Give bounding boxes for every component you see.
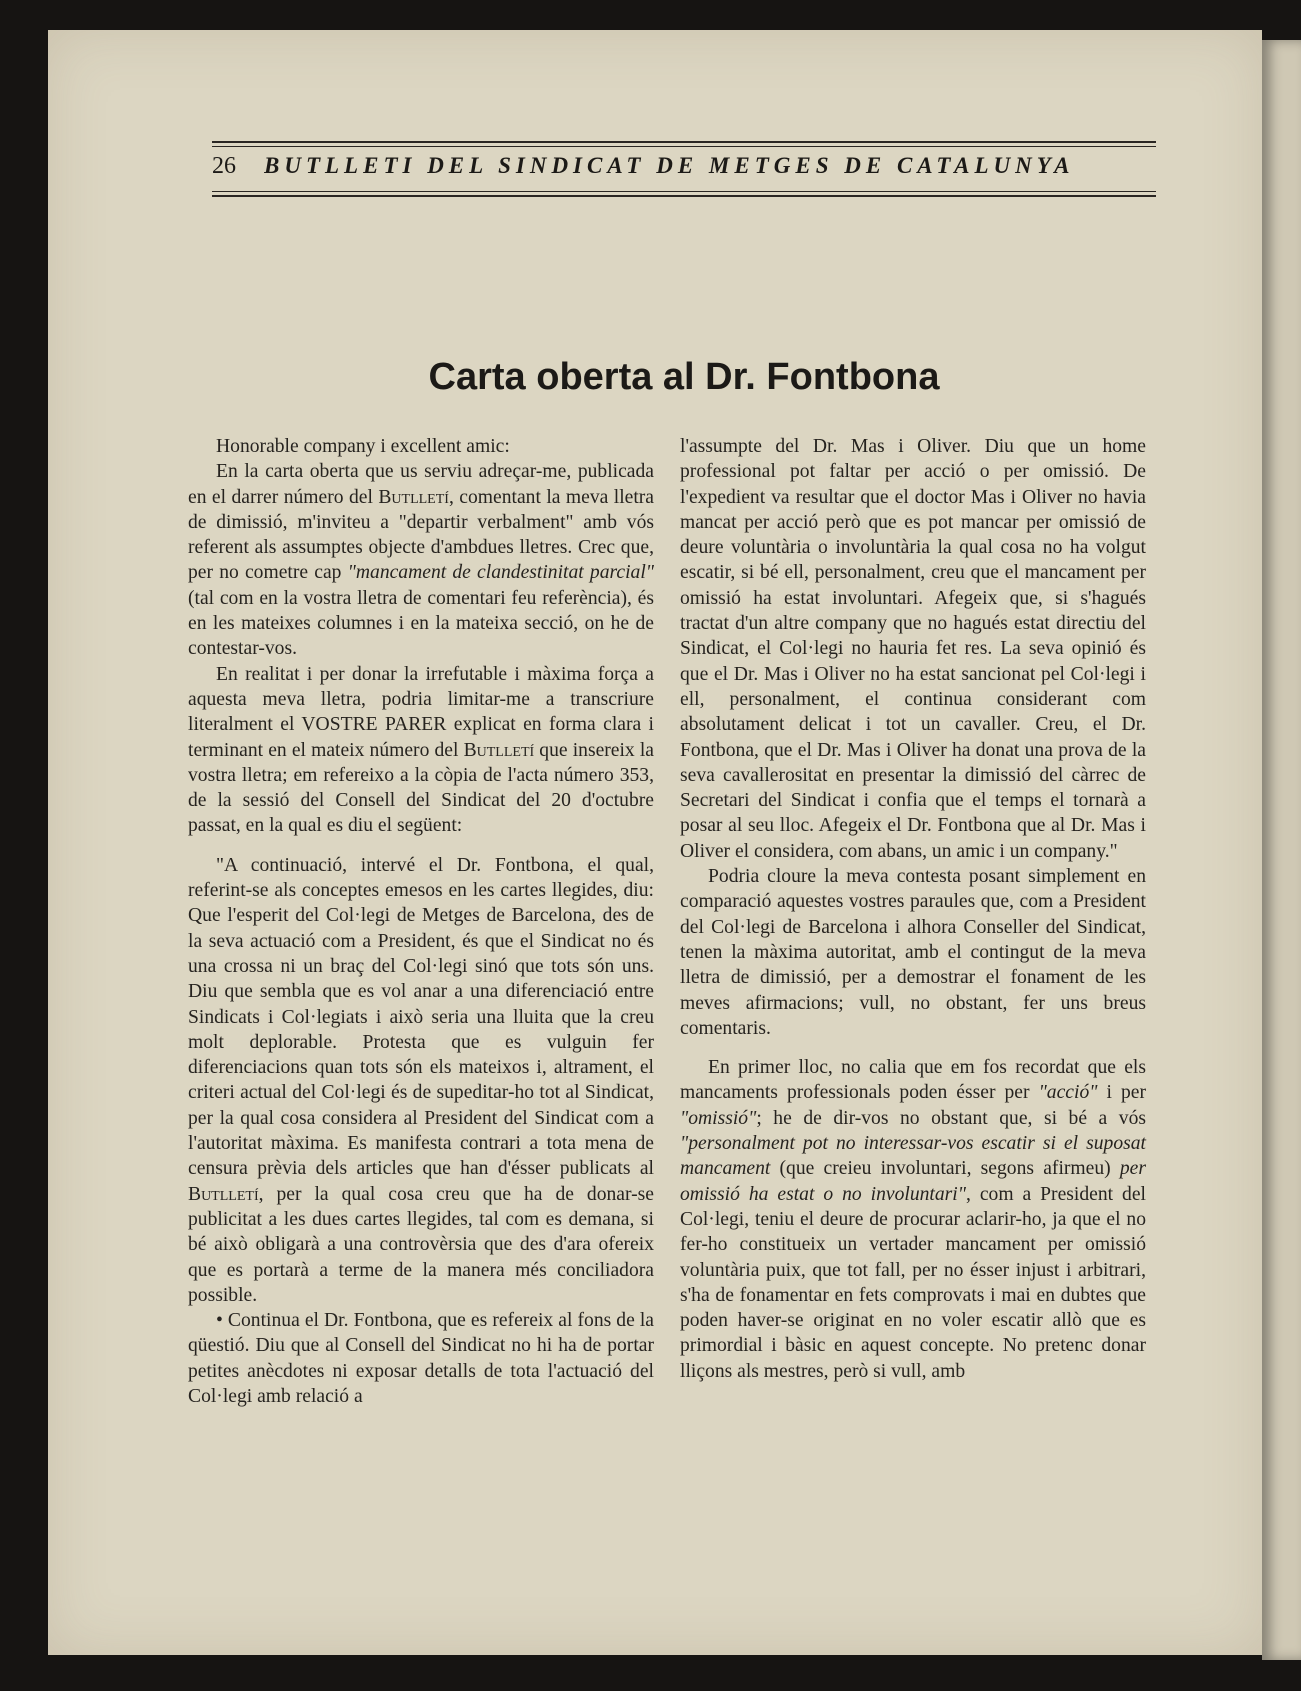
quoted-minutes: "A continuació, intervé el Dr. Fontbona, el qual, referint-se als conceptes emesos en les cartes llegides, diu: Que l'esperit del Col·legi de Metges de Barcelona, des de la seva actuació com a President, és que el Sindicat no és una crossa ni un braç del Col·legi sinó que tots són uns. Diu que sembla que es vol anar a una diferenciació entre Sindicats i Col·legiats i això seria una lluita que la creu molt deplorable. Protesta que es vulguin fer diferenciacions quan tots són els mateixos i, altrament, el criteri actual del Col·legi és de supeditar-ho tot al Sindicat, per la qual cosa considera al President del Sindicat com a l'autoritat màxima. Es manifesta contrari a tota mena de censura prèvia dels articles que han d'ésser publicats al Butlletí, per la qual cosa creu que ha de donar-se publicitat a les dues cartes llegides, tal com es demana, si bé això obligarà a una controvèrsia que des d'ara ofereix que es portarà a terme de la manera més conciliadora possible. bbox=[188, 854, 654, 1306]
quoted-phrase: "mancament de clandestinitat parcial" bbox=[347, 562, 654, 584]
journal-title: BUTLLETI DEL SINDICAT DE METGES DE CATALUNYA bbox=[264, 153, 1075, 178]
facing-page-edge bbox=[1262, 40, 1301, 1660]
header-rule-bottom-thin bbox=[212, 191, 1156, 192]
right-column bbox=[680, 434, 1146, 1384]
paragraph: • Continua el Dr. Fontbona, que es refereix al fons de la qüestió. Diu que al Consell del Sindicat no hi ha de portar petites anècdotes ni exposar detalls de tota l'actuació del Col·legi amb relació a bbox=[188, 1310, 654, 1407]
journal-name-smallcaps: Butlletí bbox=[188, 1183, 259, 1205]
article-title: Carta oberta al Dr. Fontbona bbox=[428, 356, 940, 398]
paragraph: En la carta oberta que us serviu adreçar-me, publicada en el darrer número del Butlletí, comentant la meva lletra de dimissió, m'inviteu a "departir verbalment" amb vós referent als assumptes objecte d'ambdues lletres. Crec que, per no cometre cap "mancament de clandestinitat parcial" (tal com en la vostra lletra de comentari feu referència), és en les mateixes columnes i en la mateixa secció, on he de contestar-vos. bbox=[188, 461, 654, 660]
header-rule-top bbox=[212, 141, 1156, 143]
quoted-term: "omissió" bbox=[680, 1107, 757, 1129]
journal-name-smallcaps: Butlletí bbox=[378, 486, 449, 508]
paragraph: Podria cloure la meva contesta posant simplement en comparació aquestes vostres paraules que, com a President del Col·legi de Barcelona i alhora Conseller del Sindicat, tenen la màxima autoritat, amb el contingut de la meva lletra de dimissió, per a demostrar el fonament de les meves afirmacions; vull, no obstant, fer uns breus comentaris. bbox=[680, 866, 1146, 1039]
paragraph-continued: l'assumpte del Dr. Mas i Oliver. Diu que un home professional pot faltar per acció o per omissió. De l'expedient va resultar que el doctor Mas i Oliver no havia mancat per acció però que es pot mancar per omissió de deure voluntària o involuntària la qual cosa no ha volgut escatir, si bé ell, personalment, creu que el mancament per omissió ha estat involuntari. Afegeix que, si s'hagués tractat d'un altre company que no hagués estat directiu del Sindicat, el Col·legi no hauria fet res. La seva opinió és que el Dr. Mas i Oliver no ha estat sancionat pel Col·legi i ell, personalment, el continua considerant com absolutament delicat i tot un cavaller. Creu, el Dr. Fontbona, que el Dr. Mas i Oliver ha donat una prova de la seva cavallerositat en presentar la dimissió del càrrec de Secretari del Sindicat i confia que el temps el tornarà a posar al seu lloc. Afegeix el Dr. Fontbona que al Dr. Mas i Oliver el considera, com abans, un amic i un company." bbox=[680, 436, 1146, 862]
running-head bbox=[212, 153, 1156, 185]
paragraph: En primer lloc, no calia que em fos recordat que els mancaments professionals poden ésser per "acció" i per "omissió"; he de dir-vos no obstant que, si bé a vós "personalment pot no interessar-vos escatir si el suposat mancament (que creieu involuntari, segons afirmeu) per omissió ha estat o no involuntari", com a President del Col·legi, teniu el deure de procurar aclarir-ho, ja que el no fer-ho constitueix un vertader mancament per omissió voluntària puix, que tot fall, per no ésser injust i arbitrari, s'ha de fonamentar en fets comprovats i mai en dubtes que poden haver-se originat en no voler escatir allò que es primordial i bàsic en aquest concepte. No pretenc donar lliçons als mestres, però si vull, amb bbox=[680, 1057, 1147, 1382]
quoted-phrase: "personalment pot no interessar-vos escatir si el suposat mancament bbox=[680, 1133, 1146, 1180]
salutation: Honorable company i excellent amic: bbox=[216, 436, 510, 457]
quoted-term: "acció" bbox=[1038, 1082, 1098, 1104]
journal-name-smallcaps: Butlletí bbox=[463, 739, 535, 761]
quoted-phrase: per omissió ha estat o no involuntari" bbox=[680, 1158, 1146, 1205]
header-rule-bottom bbox=[212, 195, 1156, 197]
page-number: 26 bbox=[212, 153, 236, 179]
header-rule-top-thin bbox=[212, 146, 1156, 147]
paragraph: En realitat i per donar la irrefutable i màxima força a aquesta meva lletra, podria limitar-me a transcriure literalment el VOSTRE PARER explicat en forma clara i terminant en el mateix número del Butlletí que insereix la vostra lletra; em refereixo a la còpia de l'acta número 353, de la sessió del Consell del Sindicat del 20 d'octubre passat, en la qual es diu el següent: bbox=[188, 663, 654, 837]
left-column bbox=[188, 434, 654, 1409]
